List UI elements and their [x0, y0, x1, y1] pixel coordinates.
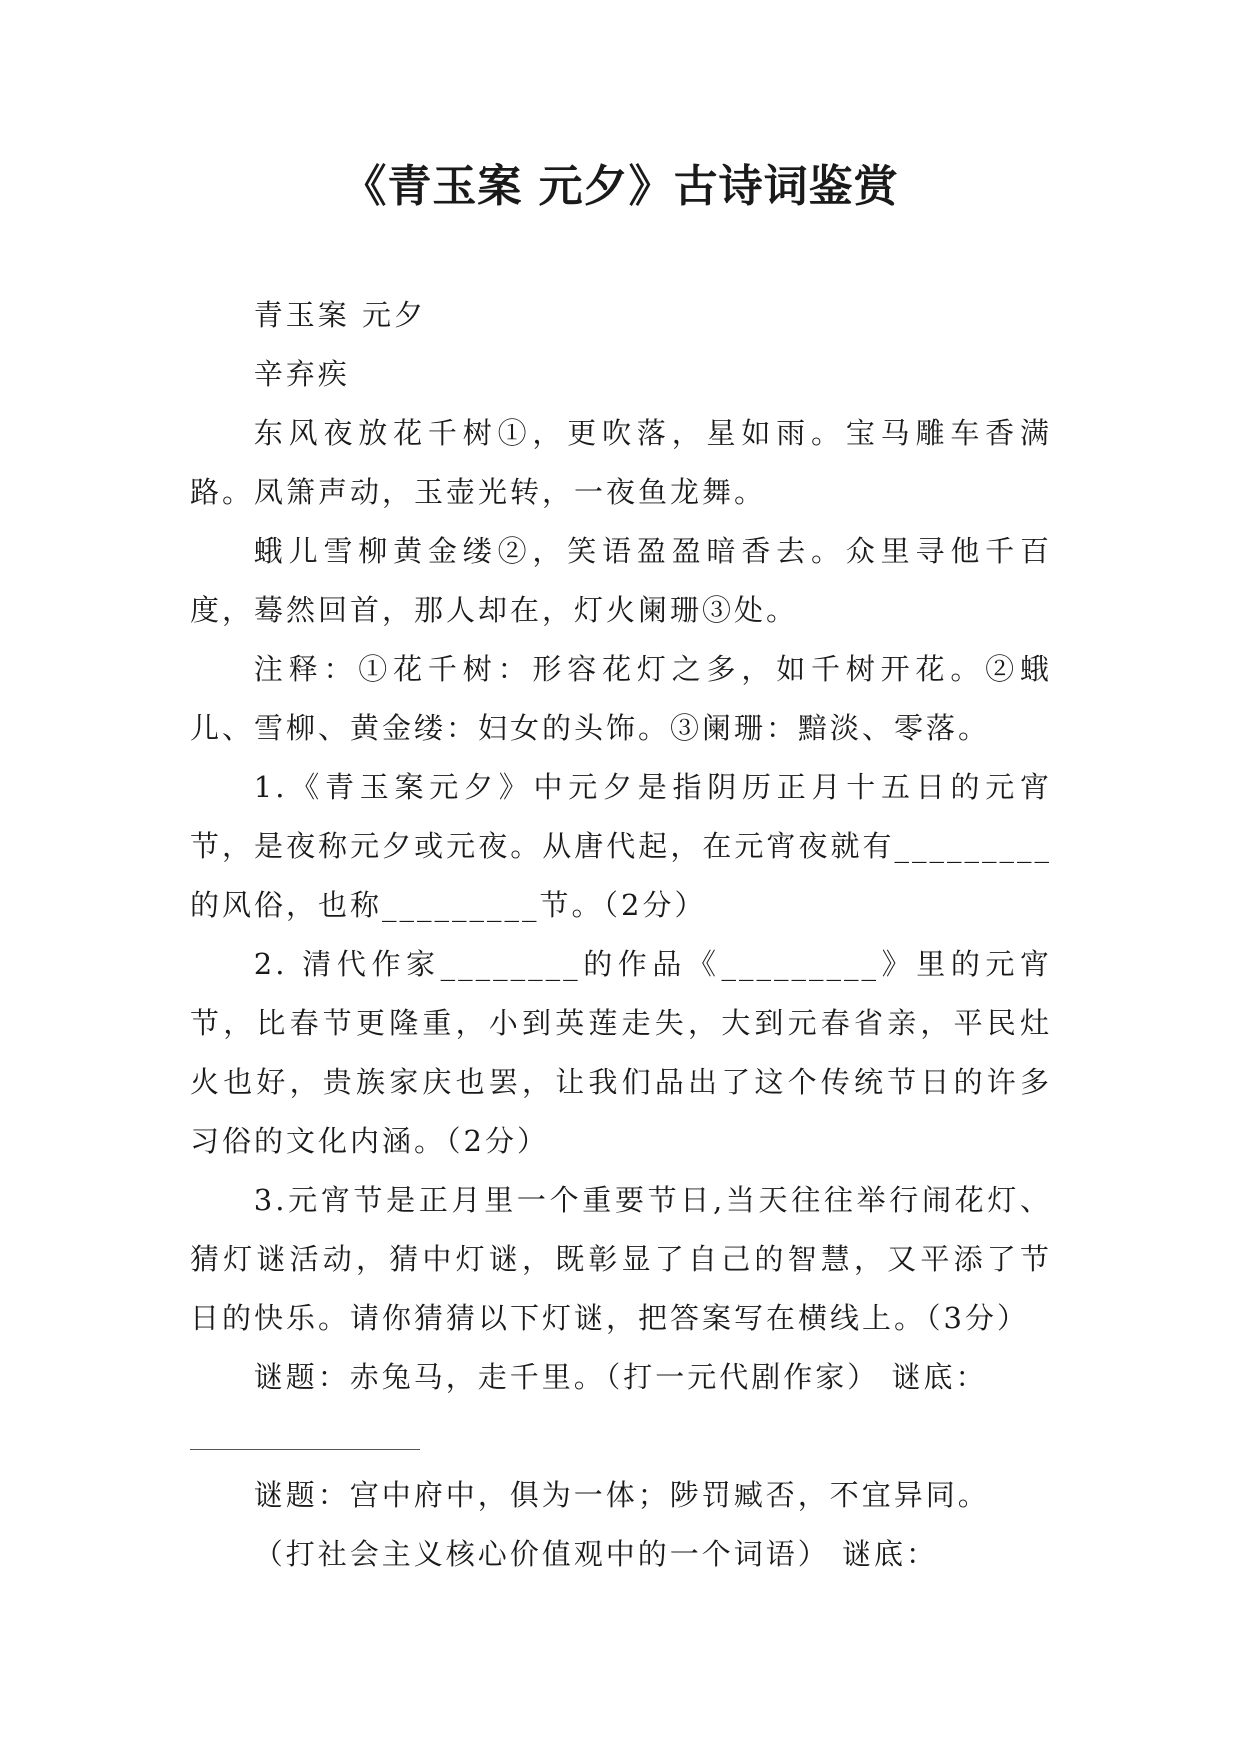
riddle-1: 谜题：赤兔马，走千里。（打一元代剧作家） 谜底：	[253, 1360, 988, 1394]
poem-title: 青玉案 元夕	[253, 298, 427, 332]
poem-stanza-1: 东风夜放花千树①，更吹落，星如雨。宝马雕车香满路。凤箫声动，玉壶光转，一夜鱼龙舞。	[190, 416, 1052, 509]
poem-stanza-2: 蛾儿雪柳黄金缕②，笑语盈盈暗香去。众里寻他千百度，蓦然回首，那人却在，灯火阑珊③处。	[190, 534, 1052, 627]
question-1: 1.《青玉案元夕》中元夕是指阴历正月十五日的元宵节，是夜称元夕或元夜。从唐代起，在元宵夜就有_________的风俗，也称_________节。（2分）	[190, 770, 1052, 922]
document-body	[190, 286, 1052, 1584]
riddle-1-answer-line	[190, 1407, 1052, 1466]
poem-notes: 注释：①花千树：形容花灯之多，如千树开花。②蛾儿、雪柳、黄金缕：妇女的头饰。③阑珊：黯淡、零落。	[190, 652, 1052, 745]
question-3: 3.元宵节是正月里一个重要节日,当天往往举行闹花灯、猜灯谜活动，猜中灯谜，既彰显了自己的智慧，又平添了节日的快乐。请你猜猜以下灯谜，把答案写在横线上。（3分）	[190, 1183, 1052, 1335]
question-2: 2. 清代作家________的作品《_________》里的元宵节，比春节更隆重，小到英莲走失，大到元春省亲，平民灶火也好，贵族家庆也罢，让我们品出了这个传统节日的许多习俗的文化内涵。（2分）	[190, 947, 1052, 1158]
document-title: 《青玉案 元夕》古诗词鉴赏	[342, 161, 899, 212]
riddle-2-hint: （打社会主义核心价值观中的一个词语） 谜底：	[253, 1537, 939, 1571]
riddle-2: 谜题：宫中府中，俱为一体；陟罚臧否，不宜异同。	[253, 1478, 990, 1512]
poem-author: 辛弃疾	[253, 357, 350, 391]
